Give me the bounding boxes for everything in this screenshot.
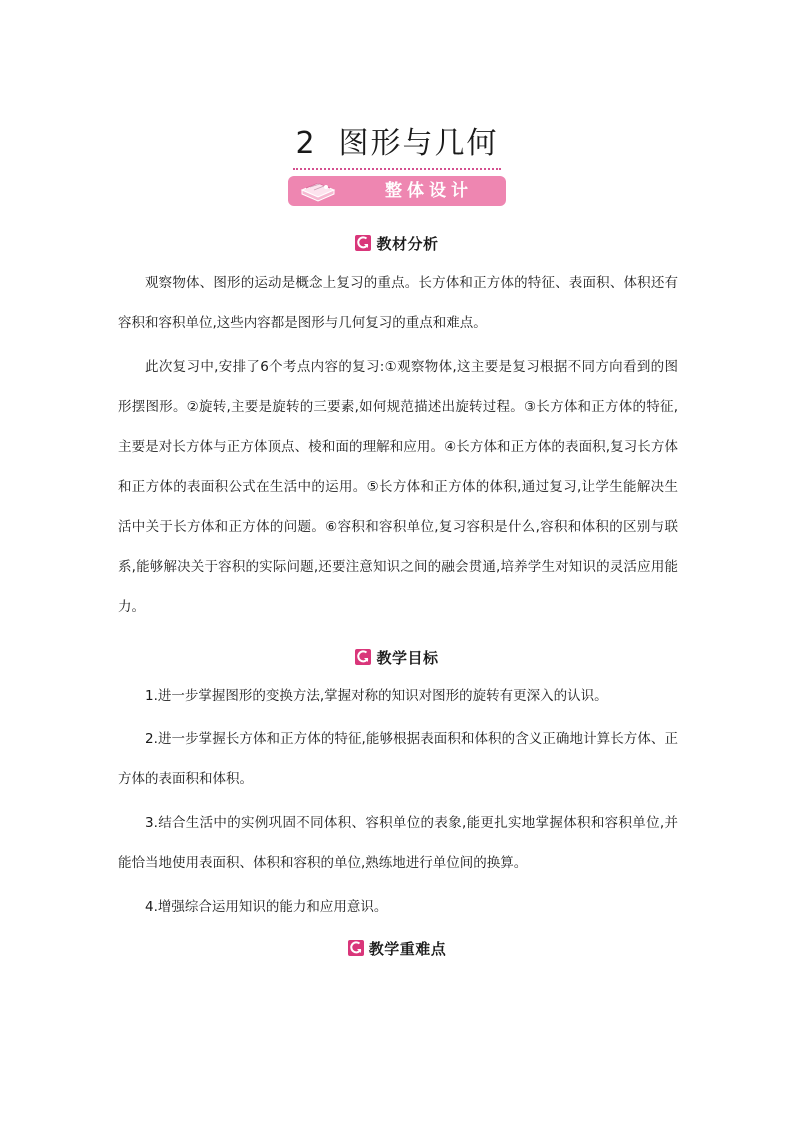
goal-item-3: 3.结合生活中的实例巩固不同体积、容积单位的表象,能更扎实地掌握体积和容积单位,并能恰当地使用表面积、体积和容积的单位,熟练地进行单位间的换算。 xyxy=(118,815,678,871)
banner-label: 整体设计 xyxy=(385,181,473,201)
bookmark-arrow-icon xyxy=(348,940,364,956)
section-label-key-points: 教学重难点 xyxy=(368,939,447,958)
analysis-paragraph-1: 观察物体、图形的运动是概念上复习的重点。长方体和正方体的特征、表面积、体积还有容积和容积单位,这些内容都是图形与几何复习的重点和难点。 xyxy=(118,275,678,331)
goal-item-4: 4.增强综合运用知识的能力和应用意识。 xyxy=(145,899,388,915)
section-heading-goals xyxy=(0,645,794,669)
goal-item-2: 2.进一步掌握长方体和正方体的特征,能够根据表面积和体积的含义正确地计算长方体、正方体的表面积和体积。 xyxy=(118,731,678,787)
page-title xyxy=(293,124,500,170)
bookmark-arrow-icon xyxy=(355,649,371,665)
book-stack-icon xyxy=(296,178,340,204)
section-heading-analysis xyxy=(0,231,794,255)
chapter-number: 2 xyxy=(295,126,317,162)
goal-item-1: 1.进一步掌握图形的变换方法,掌握对称的知识对图形的旋转有更深入的认识。 xyxy=(145,688,608,704)
section-label-goals: 教学目标 xyxy=(376,648,439,667)
section-label-analysis: 教材分析 xyxy=(376,234,439,253)
chapter-title: 图形与几何 xyxy=(338,126,499,162)
overall-design-banner xyxy=(288,176,506,206)
bookmark-arrow-icon xyxy=(355,235,371,251)
analysis-paragraph-2: 此次复习中,安排了6个考点内容的复习:①观察物体,这主要是复习根据不同方向看到的图形摆图形。②旋转,主要是旋转的三要素,如何规范描述出旋转过程。③长方体和正方体的特征,主要是对长方体与正方体顶点、棱和面的理解和应用。④长方体和正方体的表面积,复习长方体和正方体的表面积公式在生活中的运用。⑤长方体和正方体的体积,通过复习,让学生能解决生活中关于长方体和正方体的问题。⑥容积和容积单位,复习容积是什么,容积和体积的区别与联系,能够解决关于容积的实际问题,还要注意知识之间的融会贯通,培养学生对知识的灵活应用能力。 xyxy=(118,359,678,615)
section-heading-key-points xyxy=(0,936,794,960)
